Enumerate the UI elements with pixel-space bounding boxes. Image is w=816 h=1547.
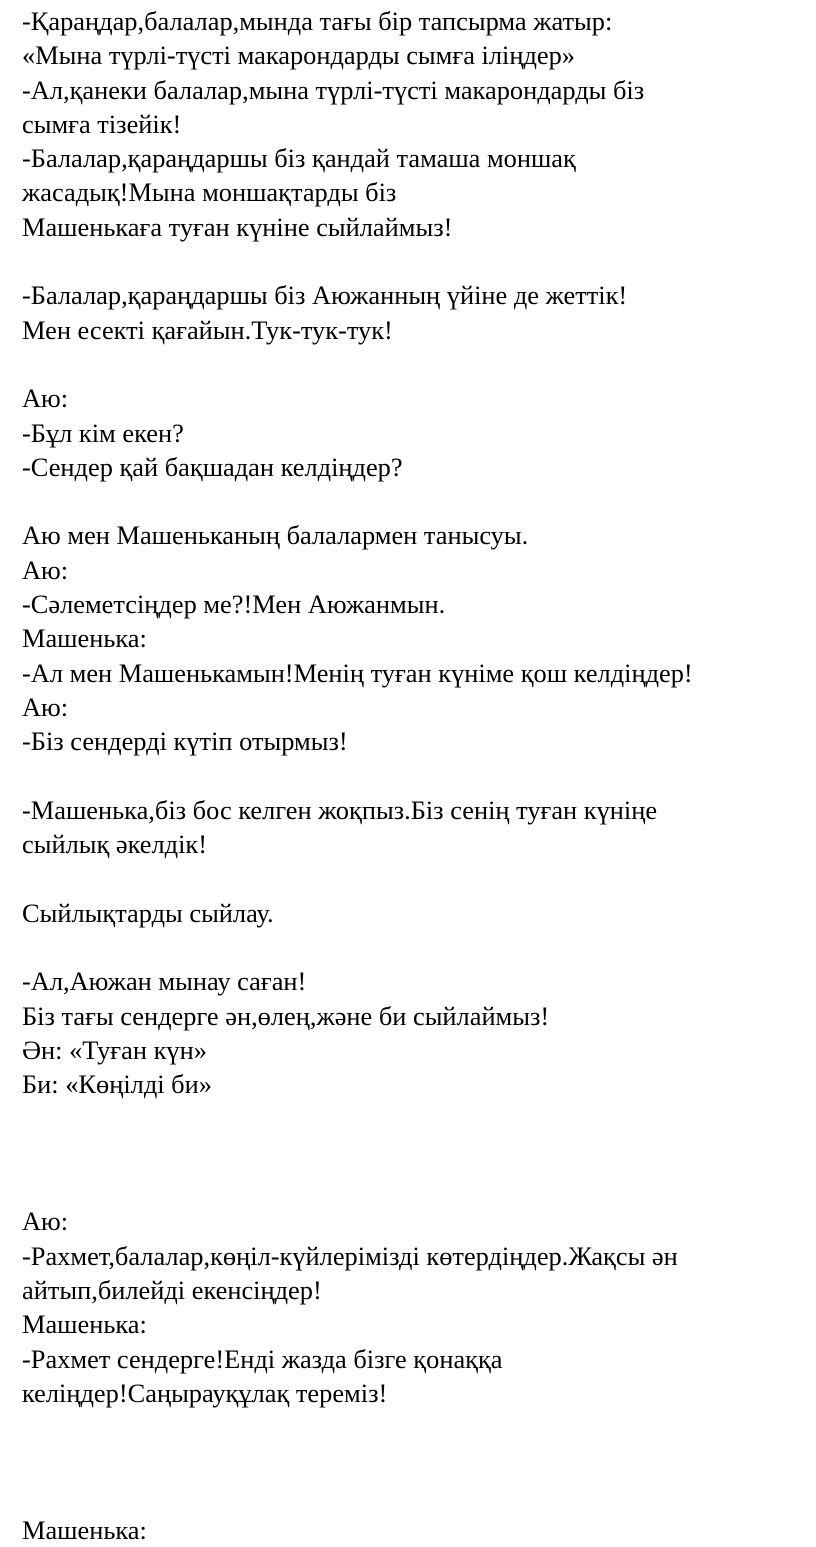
- text-line: -Бұл кім екен?: [22, 417, 184, 448]
- speaker-label: Аю:: [22, 691, 69, 722]
- text-line: жасадық!Мына моншақтарды біз: [22, 177, 397, 208]
- text-line: -Балалар,қараңдаршы біз қандай тамаша моншақ: [22, 143, 576, 174]
- text-line: -Машенька,біз бос келген жоқпыз.Біз сенің туған күніңе: [22, 794, 658, 825]
- blank-line: [22, 244, 812, 278]
- speaker-label: Машенька:: [22, 1515, 147, 1546]
- text-line: -Ал,қанеки балалар,мына түрлі-түсті макарондарды біз: [22, 74, 645, 105]
- blank-line: [22, 759, 812, 793]
- text-line: -Рахмет,балалар,көңіл-күйлерімізді көтердіңдер.Жақсы ән: [22, 1240, 678, 1271]
- speaker-label: Аю:: [22, 554, 69, 585]
- speaker-label: Аю:: [22, 1206, 69, 1237]
- blank-line: [22, 1479, 812, 1513]
- blank-line: [22, 1136, 812, 1170]
- text-line: Мен есекті қағайын.Тук-тук-тук!: [22, 314, 393, 345]
- text-line: Би: «Көңілді би»: [22, 1069, 212, 1100]
- document-page: [22, 0, 812, 1547]
- text-line: Машенькаға туған күніне сыйлаймыз!: [22, 211, 453, 242]
- text-line: -Сендер қай бақшадан келдіңдер?: [22, 451, 403, 482]
- text-line: -Біз сендерді күтіп отырмыз!: [22, 726, 348, 757]
- text-line: сымға тізейік!: [22, 108, 182, 139]
- text-line: -Ал,Аюжан мынау саған!: [22, 966, 307, 997]
- speaker-label: Аю:: [22, 383, 69, 414]
- text-line: -Сәлеметсіңдер ме?!Мен Аюжанмын.: [22, 589, 446, 620]
- blank-line: [22, 1102, 812, 1136]
- blank-line: [22, 861, 812, 895]
- blank-line: [22, 1410, 812, 1444]
- blank-line: [22, 930, 812, 964]
- blank-line: [22, 1170, 812, 1204]
- text-line: сыйлық әкелдік!: [22, 829, 208, 860]
- speaker-label: Машенька:: [22, 1309, 147, 1340]
- text-line: Ән: «Туған күн»: [22, 1034, 207, 1065]
- text-line: -Рахмет сендерге!Енді жазда бізге қонаққа: [22, 1343, 503, 1374]
- text-line: Сыйлықтарды сыйлау.: [22, 897, 274, 928]
- text-line: келіңдер!Саңырауқұлақ тереміз!: [22, 1377, 388, 1408]
- speaker-label: Машенька:: [22, 623, 147, 654]
- text-line: -Қараңдар,балалар,мында тағы бір тапсырма жатыр:: [22, 6, 613, 36]
- blank-line: [22, 1444, 812, 1478]
- blank-line: [22, 347, 812, 381]
- text-line: Аю мен Машеньканың балалармен танысуы.: [22, 520, 529, 551]
- blank-line: [22, 484, 812, 518]
- text-line: айтып,билейді екенсіңдер!: [22, 1274, 322, 1305]
- text-line: -Балалар,қараңдаршы біз Аюжанның үйіне де жеттік!: [22, 280, 628, 311]
- text-line: «Мына түрлі-түсті макарондарды сымға іліңдер»: [22, 40, 575, 71]
- text-line: Біз тағы сендерге ән,өлең,және би сыйлаймыз!: [22, 1000, 550, 1031]
- text-line: -Ал мен Машенькамын!Менің туған күніме қош келдіңдер!: [22, 657, 693, 688]
